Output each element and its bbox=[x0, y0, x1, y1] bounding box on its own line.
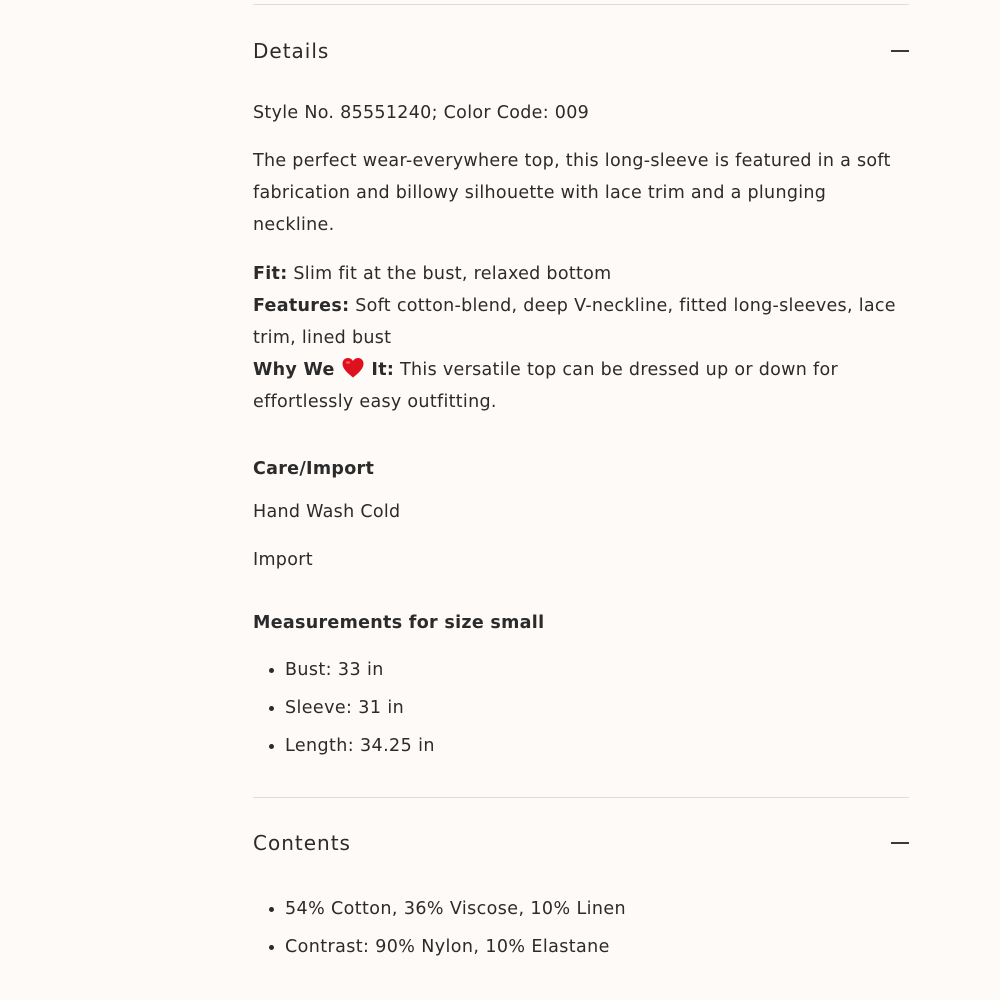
contents-text: 54% Cotton, 36% Viscose, 10% Linen bbox=[285, 899, 627, 919]
measurement-text: Length: 34.25 in bbox=[285, 736, 435, 756]
product-description: The perfect wear-everywhere top, this long-sleeve is featured in a soft fabrication and billowy silhouette with lace trim and a plunging neckline. bbox=[253, 151, 891, 235]
measurements-list bbox=[253, 651, 909, 765]
measurement-text: Bust: 33 in bbox=[285, 660, 384, 680]
bullet bbox=[269, 668, 274, 673]
care-heading: Care/Import bbox=[253, 459, 375, 479]
care-item: Hand Wash Cold bbox=[253, 502, 401, 522]
contents-list bbox=[253, 890, 909, 966]
bullet bbox=[269, 907, 274, 912]
measurements-heading: Measurements for size small bbox=[253, 613, 545, 633]
section-divider bbox=[253, 797, 909, 798]
why-text: This versatile top can be dressed up or down for effortlessly easy outfitting. bbox=[253, 360, 838, 412]
why-label-end: It: bbox=[365, 360, 395, 380]
top-divider bbox=[253, 4, 909, 5]
features-label: Features: bbox=[253, 296, 350, 316]
list-item bbox=[253, 890, 909, 928]
features-text: Soft cotton-blend, deep V-neckline, fitted long-sleeves, lace trim, lined bust bbox=[253, 296, 896, 348]
contents-title: Contents bbox=[253, 831, 351, 855]
heart-icon bbox=[341, 356, 365, 380]
why-label-start: Why We bbox=[253, 360, 342, 380]
fit-text: Slim fit at the bust, relaxed bottom bbox=[287, 264, 612, 284]
care-item: Import bbox=[253, 550, 313, 570]
details-title: Details bbox=[253, 39, 330, 63]
measurement-text: Sleeve: 31 in bbox=[285, 698, 405, 718]
details-accordion-header[interactable] bbox=[253, 39, 909, 63]
product-info-column bbox=[253, 0, 909, 966]
minus-icon[interactable] bbox=[891, 50, 909, 52]
list-item bbox=[253, 651, 909, 689]
contents-accordion-header[interactable] bbox=[253, 831, 909, 855]
style-number: Style No. 85551240; Color Code: 009 bbox=[253, 103, 590, 123]
bullet bbox=[269, 945, 274, 950]
list-item bbox=[253, 928, 909, 966]
product-attributes bbox=[253, 258, 909, 418]
contents-text: Contrast: 90% Nylon, 10% Elastane bbox=[285, 937, 610, 957]
why-line bbox=[253, 354, 909, 418]
list-item bbox=[253, 727, 909, 765]
fit-label: Fit: bbox=[253, 264, 288, 284]
list-item bbox=[253, 689, 909, 727]
features-line bbox=[253, 290, 909, 354]
minus-icon[interactable] bbox=[891, 842, 909, 844]
bullet bbox=[269, 706, 274, 711]
bullet bbox=[269, 744, 274, 749]
fit-line bbox=[253, 258, 909, 290]
